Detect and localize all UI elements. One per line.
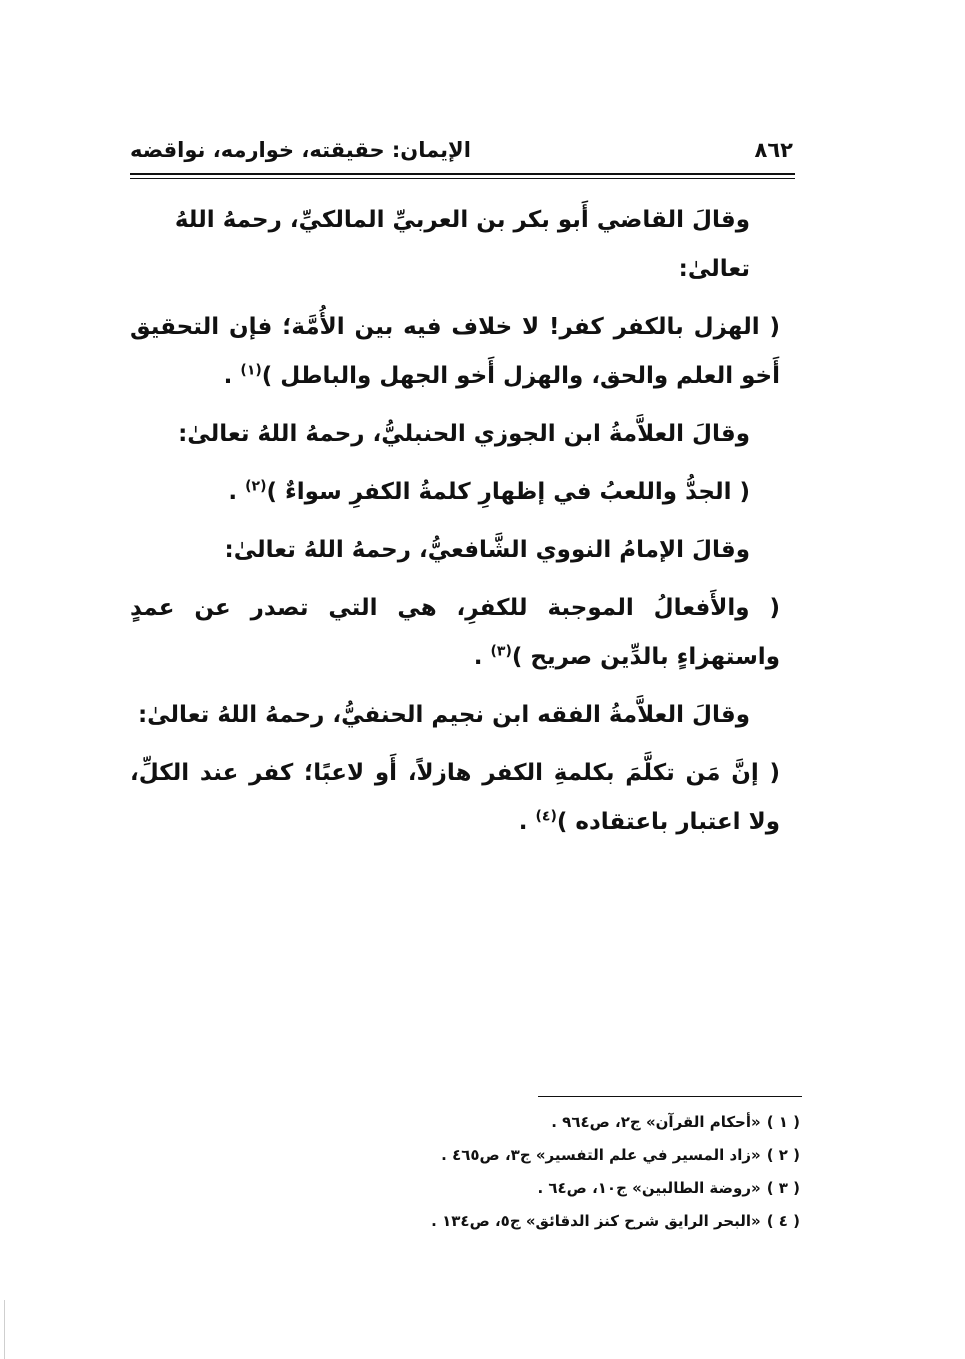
footnote-ref-2[interactable]: (٢)	[245, 478, 267, 495]
footnote-number: ( ١ )	[766, 1113, 800, 1131]
quote-nawawi: ( والأَفعالُ الموجبة للكفرِ، هي التي تصدر عن عمدٍ واستهزاءٍ بالدِّين صريح )$^{(٣)}$ .	[130, 595, 780, 670]
book-title: الإيمان: حقيقته، خوارمه، نواقضه	[130, 138, 471, 162]
intro-text: وقالَ الإمامُ النووي الشَّافعيُّ، رحمهُ اللهُ تعالىٰ:	[224, 537, 750, 563]
footnote-number: ( ٤ )	[766, 1212, 800, 1230]
footnote-text: «روضة الطالبين» ج١٠، ص٦٤ .	[537, 1179, 761, 1197]
footnote-ref-1[interactable]: (١)	[240, 362, 262, 379]
footnote-text: «البحر الرايق شرح كنز الدقائق» ج٥، ص١٣٤ .	[431, 1212, 761, 1230]
scan-edge-line	[4, 1300, 5, 1359]
quote-text: ( إنَّ مَن تكلَّمَ بكلمةِ الكفر هازلاً، أَو لاعبًا؛ كفر عند الكلِّ، ولا اعتبار باعتقاده )	[130, 760, 780, 835]
intro-text: وقالَ القاضي أَبو بكر بن العربيِّ المالكيِّ، رحمهُ اللهُ تعالىٰ:	[174, 207, 750, 282]
quote-text: ( الهزل بالكفر كفر! لا خلاف فيه بين الأُمَّة؛ فإن التحقيق أَخو العلم والحق، والهزل أَخو الجهل والباطل )	[130, 314, 780, 389]
quote-text: ( والأَفعالُ الموجبة للكفرِ، هي التي تصدر عن عمدٍ واستهزاءٍ بالدِّين صريح )	[130, 595, 780, 670]
intro-text: وقالَ العلاَّمةُ ابن الجوزي الحنبليُّ، رحمهُ اللهُ تعالىٰ:	[178, 421, 750, 447]
footnote-text: «أحكام القرآن» ج٢، ص٩٦٤ .	[551, 1113, 761, 1131]
quote-intro-nawawi	[130, 526, 795, 575]
footnote-text: «زاد المسير في علم التفسير» ج٣، ص٤٦٥ .	[441, 1146, 761, 1164]
header-rule-thick	[130, 173, 795, 175]
footnotes	[300, 1106, 800, 1238]
footnote-number: ( ٣ )	[766, 1179, 800, 1197]
footnote-1	[300, 1106, 800, 1139]
page-number: ٨٦٢	[754, 138, 793, 162]
header-rule-thin	[130, 178, 795, 179]
footnote-2	[300, 1139, 800, 1172]
footnote-4	[300, 1205, 800, 1238]
footnote-number: ( ٢ )	[766, 1146, 800, 1164]
footnote-ref-4[interactable]: (٤)	[535, 808, 557, 825]
quote-intro-ibn-alarabi	[130, 196, 795, 294]
intro-text: وقالَ العلاَّمةُ الفقه ابن نجيم الحنفيُّ، رحمهُ اللهُ تعالىٰ:	[137, 702, 750, 728]
running-head	[130, 132, 795, 172]
quote-ibn-nujaym: ( إنَّ مَن تكلَّمَ بكلمةِ الكفر هازلاً، أَو لاعبًا؛ كفر عند الكلِّ، ولا اعتبار باعتقاده )$^{(٤)}$ .	[130, 760, 780, 835]
quote-ibn-alarabi: ( الهزل بالكفر كفر! لا خلاف فيه بين الأُمَّة؛ فإن التحقيق أَخو العلم والحق، والهزل أَخو الجهل والباطل )$^{(١)}$ .	[130, 314, 780, 389]
footnote-ref-3[interactable]: (٣)	[490, 643, 512, 660]
quote-intro-ibn-aljawzi	[130, 410, 795, 459]
footnote-separator	[538, 1096, 802, 1097]
quote-ibn-aljawzi: ( الجدُّ واللعبُ في إظهارِ كلمةُ الكفرِ سواءٌ )$^{(٢)}$ .	[228, 478, 750, 505]
quote-text: ( الجدُّ واللعبُ في إظهارِ كلمةُ الكفرِ سواءٌ )	[266, 479, 750, 505]
footnote-3	[300, 1172, 800, 1205]
main-text	[130, 196, 795, 856]
quote-intro-ibn-nujaym	[130, 691, 795, 740]
